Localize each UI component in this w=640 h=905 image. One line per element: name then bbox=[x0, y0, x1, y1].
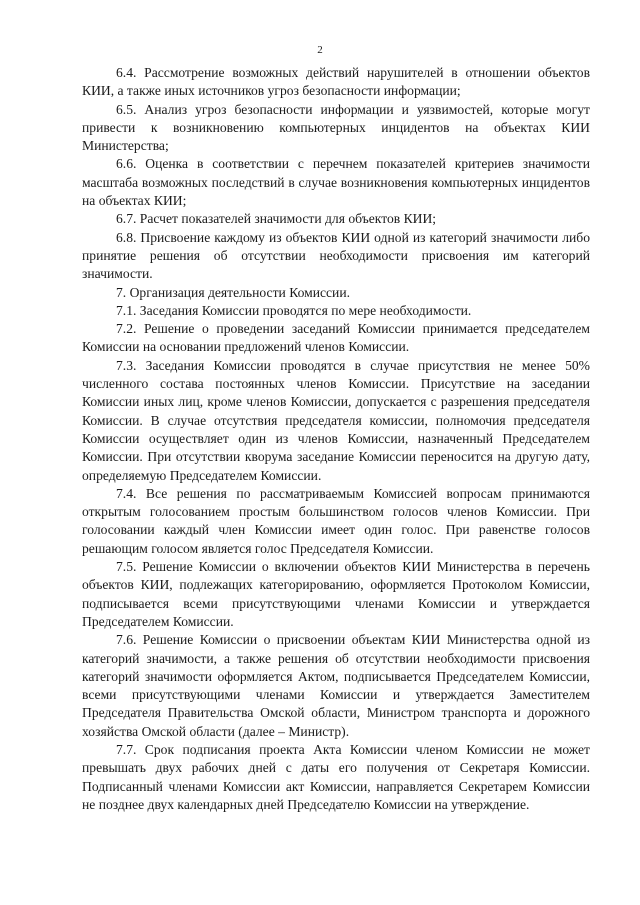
paragraph-6-5: 6.5. Анализ угроз безопасности информации и уязвимостей, которые могут привести к возникновению компьютерных инцидентов на объектах КИИ Министерства; bbox=[82, 101, 590, 154]
paragraph-6-6: 6.6. Оценка в соответствии с перечнем показателей критериев значимости масштаба возможных последствий в случае возникновения компьютерных инцидентов на объектах КИИ; bbox=[82, 156, 590, 209]
paragraph-7-5: 7.5. Решение Комиссии о включении объектов КИИ Министерства в перечень объектов КИИ, подлежащих категорированию, оформляется Протоколом Комиссии, подписывается всеми присутствующими членами Комиссии и утверждается Председателем Комиссии. bbox=[82, 559, 590, 629]
section-heading-7: 7. Организация деятельности Комиссии. bbox=[116, 284, 351, 300]
paragraph-6-4: 6.4. Рассмотрение возможных действий нарушителей в отношении объектов КИИ, а также иных источников угроз безопасности информации; bbox=[82, 65, 590, 99]
paragraph-6-7: 6.7. Расчет показателей значимости для объектов КИИ; bbox=[116, 211, 437, 227]
paragraph-7-1: 7.1. Заседания Комиссии проводятся по мере необходимости. bbox=[116, 302, 472, 318]
paragraph-7-7: 7.7. Срок подписания проекта Акта Комиссии членом Комиссии не может превышать двух рабочих дней с даты его получения от Секретаря Комиссии. Подписанный членами Комиссии акт Комиссии, направляется Секретарем Комиссии не позднее двух календарных дней Председателю Комиссии на утверждение. bbox=[82, 741, 590, 812]
paragraph-7-2: 7.2. Решение о проведении заседаний Комиссии принимается председателем Комиссии на основании предложений членов Комиссии. bbox=[82, 321, 590, 355]
paragraph-7-3: 7.3. Заседания Комиссии проводятся в случае присутствия не менее 50% численного состава постоянных членов Комиссии. Присутствие на заседании Комиссии иных лиц, кроме членов Комиссии, допускается с разрешения председателя Комиссии. В случае отсутствия председателя комиссии, полномочия председателя Комиссии осуществляет один из членов Комиссии, назначенный Председателем Комиссии. При отсутствии кворума заседание Комиссии переносится на другую дату, определяемую Председателем Комиссии. bbox=[82, 357, 590, 483]
paragraph-7-6: 7.6. Решение Комиссии о присвоении объектам КИИ Министерства одной из категорий значимости, а также решения об отсутствии необходимости присвоения категорий значимости оформляется Актом, подписывается Председателем Комиссии, всеми присутствующими членами Комиссии и утверждается Заместителем Председателя Правительства Омской области, Министром транспорта и дорожного хозяйства Омской области (далее – Министр). bbox=[82, 632, 590, 739]
page-number: 2 bbox=[317, 44, 323, 56]
document-body bbox=[82, 64, 590, 814]
paragraph-7-4: 7.4. Все решения по рассматриваемым Комиссией вопросам принимаются открытым голосованием простым большинством голосов членов Комиссии. При голосовании каждый член Комиссии имеет один голос. При равенстве голосов решающим голосом является голос Председателя Комиссии. bbox=[82, 485, 590, 556]
paragraph-6-8: 6.8. Присвоение каждому из объектов КИИ одной из категорий значимости либо принятие решения об отсутствии необходимости присвоения им категорий значимости. bbox=[82, 229, 590, 282]
